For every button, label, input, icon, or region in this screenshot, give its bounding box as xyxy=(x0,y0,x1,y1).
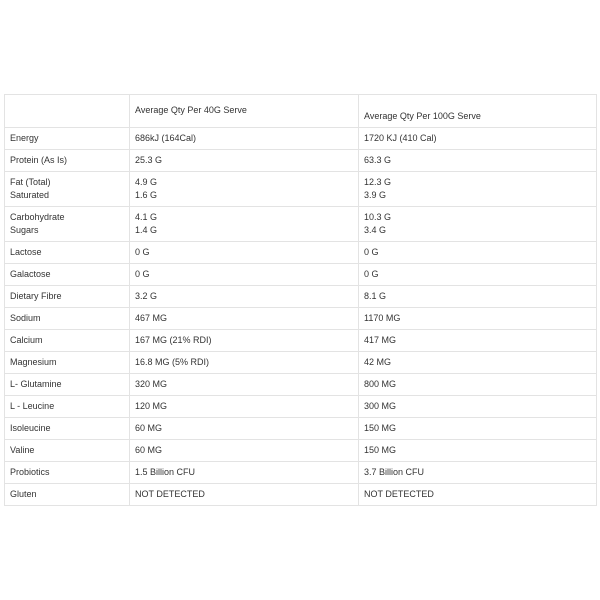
cell-text: NOT DETECTED xyxy=(135,488,205,499)
cell-text: Fat (Total) xyxy=(10,176,51,187)
cell-text: L - Leucine xyxy=(10,400,55,411)
cell-text: Lactose xyxy=(10,246,42,257)
per-40g-value-cell xyxy=(130,207,359,242)
per-40g-value-cell xyxy=(130,286,359,308)
nutrient-name-cell xyxy=(5,150,130,172)
cell-text: 320 MG xyxy=(135,378,168,389)
nutrient-name-cell xyxy=(5,128,130,150)
cell-text: Carbohydrate xyxy=(10,211,65,222)
table-row xyxy=(5,286,597,308)
per-40g-value-cell xyxy=(130,418,359,440)
table-row xyxy=(5,374,597,396)
cell-text: 4.9 G xyxy=(135,176,158,187)
nutrient-name-cell xyxy=(5,264,130,286)
per-100g-value-cell xyxy=(359,286,597,308)
cell-text: 63.3 G xyxy=(364,154,392,165)
nutrient-name-cell xyxy=(5,242,130,264)
table-row xyxy=(5,207,597,242)
header-cell-nutrient xyxy=(5,95,130,128)
nutrient-name-cell xyxy=(5,462,130,484)
per-100g-value-cell xyxy=(359,308,597,330)
nutrient-name-cell xyxy=(5,330,130,352)
per-40g-value-cell xyxy=(130,462,359,484)
table-row xyxy=(5,128,597,150)
cell-text: Galactose xyxy=(10,268,51,279)
cell-text: 300 MG xyxy=(364,400,397,411)
per-100g-value-cell xyxy=(359,207,597,242)
cell-text: 12.3 G xyxy=(364,176,392,187)
per-40g-value-cell xyxy=(130,330,359,352)
cell-text: 42 MG xyxy=(364,356,392,367)
cell-text: NOT DETECTED xyxy=(364,488,434,499)
cell-text: 4.1 G xyxy=(135,211,158,222)
nutrient-name-cell xyxy=(5,172,130,207)
cell-text: 1.4 G xyxy=(135,225,158,235)
cell-text: 800 MG xyxy=(364,378,397,389)
per-100g-value-cell xyxy=(359,374,597,396)
cell-text: 167 MG (21% RDI) xyxy=(135,334,212,345)
nutrient-name-cell xyxy=(5,396,130,418)
cell-text: L- Glutamine xyxy=(10,378,62,389)
per-40g-value-cell xyxy=(130,172,359,207)
header-cell-per-40g: Average Qty Per 40G Serve xyxy=(130,95,359,128)
cell-text: 1170 MG xyxy=(364,312,401,323)
cell-text: 0 G xyxy=(364,246,379,257)
cell-text: 1720 KJ (410 Cal) xyxy=(364,132,437,143)
table-row xyxy=(5,150,597,172)
cell-text: 1.5 Billion CFU xyxy=(135,466,196,477)
per-40g-value-cell xyxy=(130,128,359,150)
per-40g-value-cell xyxy=(130,440,359,462)
per-100g-value-cell xyxy=(359,396,597,418)
cell-text: 60 MG xyxy=(135,444,163,455)
cell-text: 3.9 G xyxy=(364,190,387,200)
table-row xyxy=(5,484,597,506)
per-40g-value-cell xyxy=(130,352,359,374)
header-cell-per-100g: Average Qty Per 100G Serve xyxy=(359,95,597,128)
cell-text: 16.8 MG (5% RDI) xyxy=(135,356,210,367)
cell-text: 120 MG xyxy=(135,400,168,411)
cell-text: 3.4 G xyxy=(364,225,387,235)
cell-text: Magnesium xyxy=(10,356,57,367)
per-100g-value-cell xyxy=(359,484,597,506)
per-100g-value-cell xyxy=(359,418,597,440)
per-100g-value-cell xyxy=(359,242,597,264)
per-40g-value-cell xyxy=(130,264,359,286)
per-100g-value-cell xyxy=(359,150,597,172)
per-40g-value-cell xyxy=(130,396,359,418)
nutrient-name-cell xyxy=(5,352,130,374)
table-row xyxy=(5,418,597,440)
table-row xyxy=(5,172,597,207)
cell-text: Saturated xyxy=(10,190,50,200)
cell-text: 25.3 G xyxy=(135,154,163,165)
cell-text: 0 G xyxy=(135,246,150,257)
table-row xyxy=(5,264,597,286)
table-row xyxy=(5,242,597,264)
per-100g-value-cell xyxy=(359,462,597,484)
table-header-row xyxy=(5,95,597,128)
nutrient-name-cell xyxy=(5,484,130,506)
cell-text: 467 MG xyxy=(135,312,168,323)
cell-text: Probiotics xyxy=(10,466,50,477)
per-40g-value-cell xyxy=(130,484,359,506)
nutrient-name-cell xyxy=(5,286,130,308)
per-100g-value-cell xyxy=(359,440,597,462)
per-40g-value-cell xyxy=(130,150,359,172)
cell-text: 150 MG xyxy=(364,422,397,433)
table-row xyxy=(5,330,597,352)
cell-text: Protein (As Is) xyxy=(10,154,68,165)
cell-text: Sodium xyxy=(10,312,41,323)
table-row xyxy=(5,440,597,462)
per-40g-value-cell xyxy=(130,374,359,396)
cell-text: 150 MG xyxy=(364,444,397,455)
per-100g-value-cell xyxy=(359,172,597,207)
cell-text: 0 G xyxy=(364,268,379,279)
cell-text: 3.7 Billion CFU xyxy=(364,466,425,477)
nutrient-name-cell xyxy=(5,374,130,396)
nutrient-name-cell xyxy=(5,440,130,462)
cell-text: 686kJ (164Cal) xyxy=(135,132,197,143)
table-row xyxy=(5,396,597,418)
per-40g-value-cell xyxy=(130,308,359,330)
cell-text: 8.1 G xyxy=(364,290,387,301)
cell-text: Sugars xyxy=(10,225,39,235)
nutrient-name-cell xyxy=(5,207,130,242)
per-40g-value-cell xyxy=(130,242,359,264)
nutrition-table-body xyxy=(5,95,597,506)
cell-text: Energy xyxy=(10,132,39,143)
cell-text: 417 MG xyxy=(364,334,397,345)
table-row xyxy=(5,462,597,484)
table-row xyxy=(5,352,597,374)
per-100g-value-cell xyxy=(359,264,597,286)
per-100g-value-cell xyxy=(359,128,597,150)
nutrient-name-cell xyxy=(5,418,130,440)
cell-text: 3.2 G xyxy=(135,290,158,301)
per-100g-value-cell xyxy=(359,352,597,374)
nutrition-table xyxy=(4,94,597,506)
cell-text: Gluten xyxy=(10,488,37,499)
per-100g-value-cell xyxy=(359,330,597,352)
cell-text: Valine xyxy=(10,444,35,455)
cell-text: Isoleucine xyxy=(10,422,51,433)
cell-text: 1.6 G xyxy=(135,190,158,200)
table-row xyxy=(5,308,597,330)
cell-text: 10.3 G xyxy=(364,211,392,222)
cell-text: Calcium xyxy=(10,334,43,345)
cell-text: Dietary Fibre xyxy=(10,290,62,301)
cell-text: 0 G xyxy=(135,268,150,279)
nutrient-name-cell xyxy=(5,308,130,330)
cell-text: 60 MG xyxy=(135,422,163,433)
